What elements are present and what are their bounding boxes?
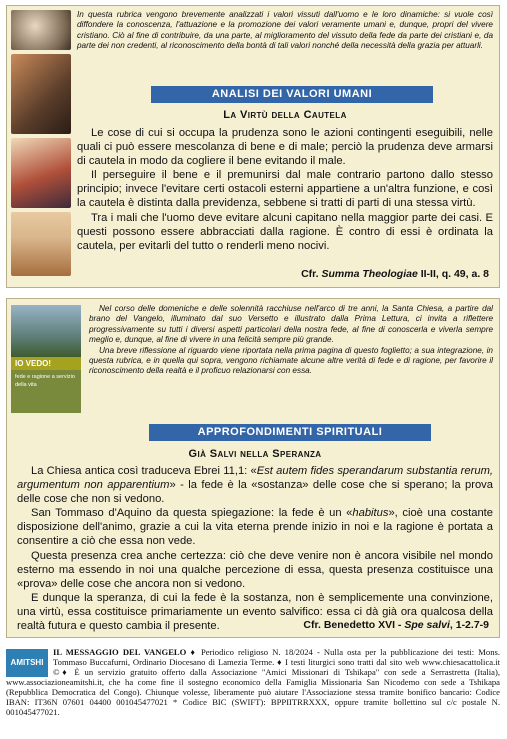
footer-text: Periodico religioso N. 18/2024 - Nulla osta per la pubblicazione dei testi: Mons. Tommaso Buccafurni, Ordinario Diocesano di Lamezia Terme. ♦ I testi liturgici sono tratti dal sito web www.chiesacattolica.it ©♦ È un servizio gratuito offerto dalla Associazione "Amici Missionari di Tshikapa" con sede a Serrastretta (Italia), www.associazioneamitshi.it, che ha come fine il sostegno economico della Famiglia Missionaria San Nicodemo con sede a Tshikapa (Repubblica Democratica del Congo). Chiunque volesse, liberamente può aiutare l'Associazione stessa tramite bonifico bancario: Codice IBAN: IT36N 07601 04400 001045477021 * Codice BIC (SWIFT): BPPIITRRXXX, oppure tramite bollettino sul c/c postale N. 001045477021. [6,647,500,717]
saint-portrait-image [11,54,71,134]
paragraph: Il perseguire il bene e il premunirsi dal male contrario partono dallo stesso principio; invece l'evitare certi ostacoli esterni appartiene a un'altra funzione, e così la cautela è distinta dalla previdenza, sebbene si tratti di parti di una stessa virtù. [77,169,493,210]
badge-subtitle: fede e ragione a servizio della vita [15,374,75,388]
approfondimenti-box [6,298,500,638]
angel-portrait-image [11,212,71,276]
intro-paragraph: Una breve riflessione al riguardo viene riportata nella prima pagina di questo foglietto; a sua integrazione, in questa rubrica, e in quella qui sopra, vengono richiamate alcune altre verità di fede e di ragione, per favorire il riconoscimento della realtà e il proficuo relazionarsi con essa. [89,345,493,376]
section-banner: APPROFONDIMENTI SPIRITUALI [149,424,431,441]
paragraph: E dunque la speranza, di cui la fede è la sostanza, non è semplicemente una convinzione, una virtù, essa costituisce primariamente un evento salvifico: essa ci dà già ora qualcosa della realtà futura e questo cambia il presente. [17,591,493,633]
woman-portrait-image [11,10,71,50]
paragraph: La Chiesa antica così traduceva Ebrei 11,1: «Est autem fides sperandarum substantia rerum, argumentum non apparentium» - la fede è la «sostanza» delle cose che si sperano; la prova delle cose che non si vedono. [17,465,494,506]
valori-umani-box [6,5,500,288]
section-banner: ANALISI DEI VALORI UMANI [151,86,433,103]
paragraph: Le cose di cui si occupa la prudenza sono le azioni contingenti eseguibili, nelle quali ci può essere mescolanza di bene e di male; perciò la prudenza deve armarsi di cautela in modo da cogliere il bene evitando il male. [77,127,493,168]
paragraph: Tra i mali che l'uomo deve evitare alcuni capitano nella maggior parte dei casi. E questi possono essere abbracciati dalla ragione. È contro di essi è ordinata la cautela, per evitarli del tutto o renderli meno nocivi. [77,211,493,252]
section-title: La Virtù della Cautela [223,109,347,121]
intro-paragraph: Nel corso delle domeniche e delle solennità racchiuse nell'arco di tre anni, la Santa Chiesa, a partire dal brano del Vangelo, illuminato dal suo Versetto e illustrato dalla Prima Lettura, ci invita a riflettere progressivamente su tutti i diversi aspetti particolari della nostra fede, al fine di conoscerla e viverla sempre meglio e, dunque, al fine di vivere in una felicità sempre più grande. [89,304,493,345]
article-body [77,126,493,253]
intro-text: In questa rubrica vengono brevemente analizzati i valori vissuti dall'uomo e le loro dinamiche: si vuole così diffondere la conoscenza, l'attuazione e la promozione dei valori veramente umani e, dunque, propri del vivere cristiano. Ciò al fine di contribuire, da una parte, al miglioramento del vissuto della fede da parte dei cristiani e, da parte dei non credenti, al riconoscimento della bontà di tali valori nonché della necessità della grazia per attuarli. [77,10,493,51]
article-body [17,464,493,633]
madonna-portrait-image [11,138,71,208]
publication-name: IL MESSAGGIO DEL VANGELO ♦ [53,647,197,657]
footer-credits [6,647,500,735]
io-vedo-badge [11,305,81,413]
landscape-image [11,305,81,357]
portrait-strip [11,10,71,280]
citation: Cfr. Summa Theologiae II-II, q. 49, a. 8 [301,268,489,280]
citation: Cfr. Benedetto XVI - Spe salvi, 1-2.7-9 [303,619,489,631]
section-title: Già Salvi nella Speranza [188,448,322,460]
intro-text [89,304,493,377]
badge-title: IO VEDO! [11,357,81,370]
paragraph: Questa presenza crea anche certezza: ciò che deve venire non è ancora visibile nel mondo esterno ma essendo in noi una qualche percezione di essa, questa presenza costituisce una «prova» delle cose che ancora non si vedono. [17,549,493,590]
paragraph: San Tommaso d'Aquino da questa spiegazione: la fede è un «habitus», cioè una costante disposizione dell'animo, grazie a cui la vita eterna prende inizio in noi e la ragione è portata a consentire a ciò che essa non vede. [17,507,493,548]
amitshi-logo: AMITSHI [6,649,48,677]
